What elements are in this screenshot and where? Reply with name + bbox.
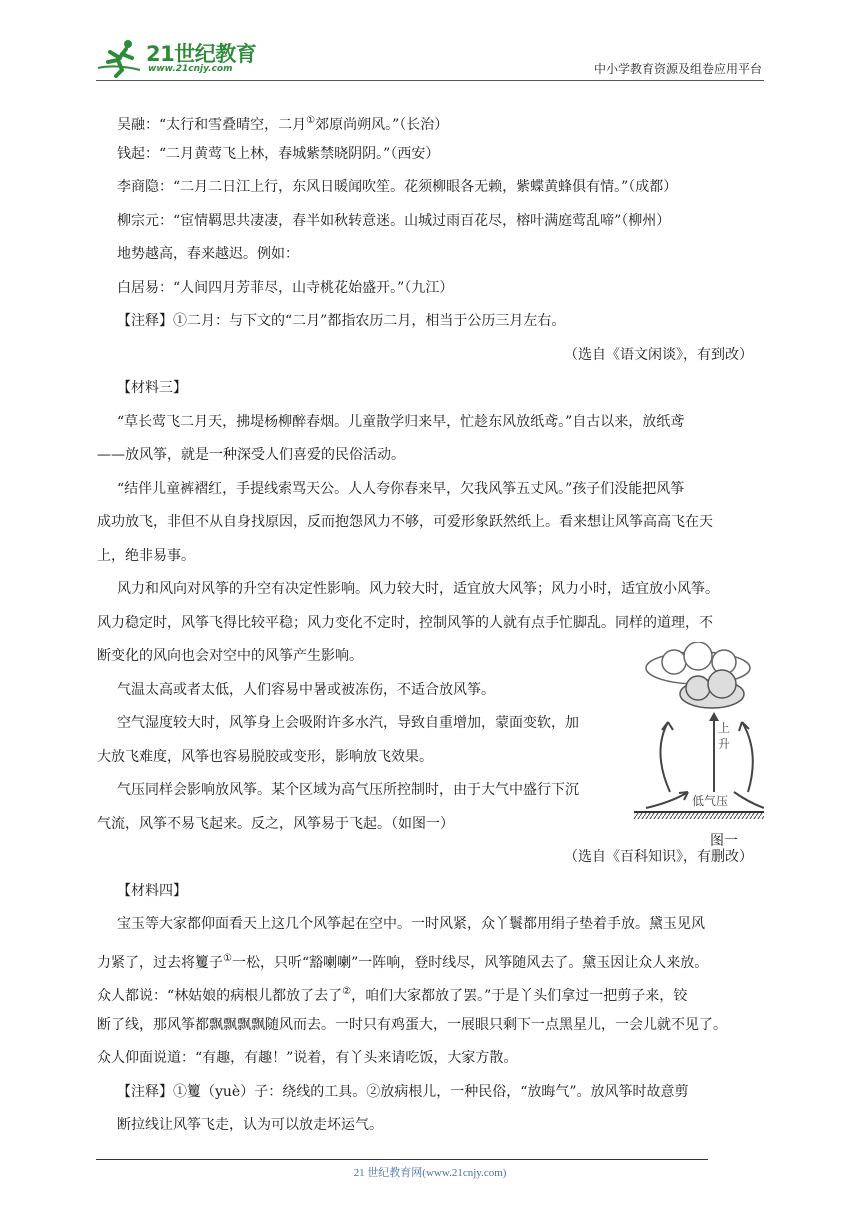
paragraph-text: 断了线，那风筝都飘飘飘飘随风而去。一时只有鸡蛋大，一展眼只剩下一点黑星儿，一会儿就不见了。 (97, 1016, 727, 1033)
poem-line-liuzongyuan: 柳宗元：“宦情羁思共凄凄，春半如秋转意迷。山城过雨百花尽，榕叶满庭莺乱啼”（柳州） (117, 212, 671, 229)
header-tagline: 中小学教育资源及组卷应用平台 (593, 62, 762, 76)
paragraph-text: 气温太高或者太低，人们容易中暑或被冻伤，不适合放风筝。 (117, 681, 495, 698)
annotation: 【注释】①籰（yuè）子：绕线的工具。②放病根儿，一种民俗，“放晦气”。放风筝时故意剪 (117, 1083, 689, 1100)
paragraph-text: 断变化的风向也会对空中的风筝产生影响。 (97, 648, 363, 664)
paragraph-text: 气流，风筝不易飞起来。反之，风筝易于飞起。（如图一） (97, 815, 454, 832)
paragraph-text (97, 975, 765, 1009)
paragraph-text: 大放飞难度，风筝也容易脱胶或变形，影响放飞效果。 (97, 748, 433, 765)
poem-line-qianqi: 钱起：“二月黄莺飞上林，春城紫禁晓阴阴。”（西安） (117, 145, 440, 162)
poem-line-baijuyi: 白居易：“人间四月芳菲尽，山寺桃花始盛开。”（九江） (117, 279, 454, 296)
source-citation: （选自《百科知识》，有删改） (564, 849, 753, 865)
runner-icon (96, 38, 144, 78)
label-rise-2: 升 (718, 737, 731, 751)
arrow-icon (646, 792, 688, 808)
paragraph-text: 上，绝非易事。 (97, 547, 195, 564)
paragraph-text: 宝玉等大家都仰面看天上这几个风筝起在空中。一时风紧，众丫鬟都用绢子垫着手放。黛玉见风 (117, 916, 705, 932)
low-pressure-diagram (632, 642, 764, 832)
paragraph-text: 一松，只听“豁喇喇”一阵响，登时线尽，风筝随风去了。黛玉因让众人来放。 (231, 954, 709, 971)
site-logo[interactable] (96, 36, 276, 80)
logo-url: www.21cnjy.com (148, 64, 233, 74)
poem-text: 郊原尚朔风。”（长治） (315, 117, 449, 133)
paragraph-text: 风力稳定时，风筝飞得比较平稳；风力变化不定时，控制风筝的人就有点手忙脚乱。同样的道理，不 (97, 614, 713, 631)
document-body (97, 104, 765, 1143)
arrow-icon (742, 722, 753, 792)
header-divider (96, 80, 764, 81)
page-footer[interactable]: 21 世纪教育网(www.21cnjy.com) (353, 1167, 507, 1179)
label-low-pressure: 低气压 (692, 794, 729, 808)
paragraph-text: 众人都说：“林姑娘的病根儿都放了去了 (97, 988, 343, 1004)
footnote-marker: ① (306, 115, 316, 126)
page-header (96, 36, 764, 80)
paragraph-text: 力紧了，过去将籰子 (97, 954, 223, 971)
footnote-marker: ① (223, 952, 232, 964)
footer-divider (96, 1159, 708, 1160)
paragraph-text: 空气湿度较大时，风筝身上会吸附许多水汽，导致自重增加，蒙面变软，加 (117, 715, 579, 731)
paragraph-text: 众人仰面说道：“有趣，有趣！”说着，有丫头来请吃饭，大家方散。 (97, 1050, 518, 1066)
poem-line-lishangyin: 李商隐：“二月二日江上行，东风日暖闻吹笙。花须柳眼各无赖，紫蝶黄蜂俱有情。”（成都） (117, 179, 678, 195)
figure-caption: 图一 (710, 833, 738, 849)
paragraph-text: ，咱们大家都放了罢。”于是丫头们拿过一把剪子来，铰 (351, 988, 688, 1004)
paragraph-text: 气压同样会影响放风筝。某个区域为高气压所控制时，由于大气中盛行下沉 (117, 782, 579, 798)
arrow-icon (660, 722, 670, 792)
paragraph-text: 风力和风向对风筝的升空有决定性影响。风力较大时，适宜放大风筝；风力小时，适宜放小风筝。 (117, 581, 719, 597)
paragraph-text: “草长莺飞二月天，拂堤杨柳醉春烟。儿童散学归来早，忙趁东风放纸鸢。”自古以来，放纸鸢 (117, 413, 685, 430)
paragraph-text (97, 942, 765, 976)
figure-low-pressure-diagram (632, 642, 764, 850)
paragraph-text: ——放风筝，就是一种深受人们喜爱的民俗活动。 (97, 447, 405, 463)
poem-text: 吴融：“太行和雪叠晴空，二月 (117, 117, 307, 133)
source-citation: （选自《语文闲谈》，有到改） (564, 346, 753, 363)
annotation: 【注释】①二月：与下文的“二月”都指农历二月，相当于公历三月左右。 (117, 313, 566, 329)
annotation: 断拉线让风筝飞走，认为可以放走坏运气。 (117, 1117, 383, 1133)
paragraph-text: 地势越高，春来越迟。例如： (117, 246, 299, 262)
footnote-marker: ② (342, 986, 352, 997)
section-title-material-4: 【材料四】 (117, 882, 187, 899)
label-rise-1: 上 (718, 721, 731, 735)
paragraph-text: 成功放飞，非但不从自身找原因，反而抱怨风力不够，可爱形象跃然纸上。看来想让风筝高高飞在天 (97, 514, 713, 530)
arrow-icon (734, 792, 764, 808)
paragraph-text: “结伴儿童裤褶红，手提线索骂天公。人人夸你春来早，欠我风筝五丈风。”孩子们没能把风筝 (117, 480, 685, 497)
section-title-material-3: 【材料三】 (117, 380, 187, 396)
logo-text: 21世纪教育 (146, 42, 257, 66)
poem-line-wurong (97, 104, 765, 138)
